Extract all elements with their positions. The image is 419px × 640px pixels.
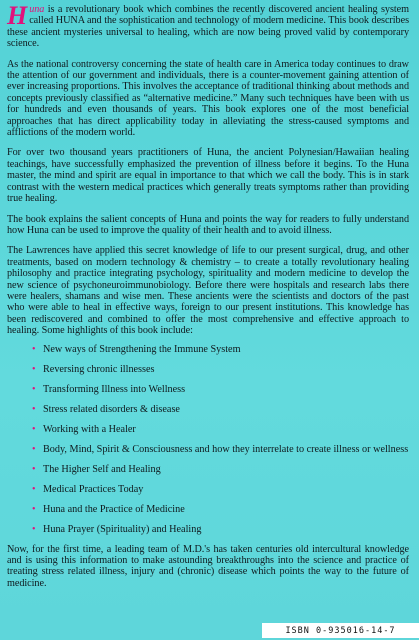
list-item: • Huna and the Practice of Medicine xyxy=(32,503,185,515)
list-item: • Body, Mind, Spirit & Consciousness and how they interrelate to create illness or wellness xyxy=(32,443,409,455)
highlights-list xyxy=(7,344,409,535)
bullet-icon: • xyxy=(32,423,36,435)
bullet-icon: • xyxy=(32,463,36,475)
bullet-icon: • xyxy=(32,403,36,415)
bullet-icon: • xyxy=(32,343,36,355)
bullet-icon: • xyxy=(32,363,36,375)
list-item: • Huna Prayer (Spirituality) and Healing xyxy=(32,523,202,535)
closing-paragraph: Now, for the first time, a leading team of M.D.'s has taken centuries old intercultural knowledge and is using this information to make astounding breakthroughs into the science and practice of treating stress related illness, injury and (chronic) disease which points the way to the future of medicine. xyxy=(7,543,409,589)
list-item: • New ways of Strengthening the Immune System xyxy=(32,343,241,355)
bullet-icon: • xyxy=(32,483,36,495)
intro-paragraph xyxy=(7,1,409,50)
bullet-icon: • xyxy=(32,443,36,455)
list-item: • Transforming Illness into Wellness xyxy=(32,383,186,395)
paragraph-health-care: As the national controversy concerning the state of health care in America today continues to draw the attention of our government and individuals, there is a counter-movement gaining attention of ever increasing proportions. This involves the acceptance of traditional thinking about methods and concepts previously classified as “alternative medicine.” Many such techniques have been with us for hundreds and even thousands of years. This book explores one of the most beneficial approaches that has direct applicability today in alleviating the stress-caused symptoms and afflictions of the modern world. xyxy=(7,58,409,139)
list-item: • Reversing chronic illnesses xyxy=(32,363,155,375)
bullet-icon: • xyxy=(32,523,36,535)
bullet-icon: • xyxy=(32,503,36,515)
huna-title-word: una xyxy=(29,4,45,15)
paragraph-book-explains: The book explains the salient concepts of Huna and points the way for readers to fully understand how Huna can be used to improve the quality of their health and to avoid illness. xyxy=(7,213,409,236)
bullet-icon: • xyxy=(32,383,36,395)
paragraph-huna-history: For over two thousand years practitioners of Huna, the ancient Polynesian/Hawaiian healing teachings, have successfully emphasized the prevention of illness before it begins. To the Huna master, the mind and spirit are equal in importance to that which we call the body. This is in stark contrast with the western medical practices which generally treats symptoms rather than providing true healing. xyxy=(7,147,409,205)
list-item: • Working with a Healer xyxy=(32,423,136,435)
intro-text: is a revolutionary book which combines the recently discovered ancient healing system called HUNA and the sophistication and technology of modern medicine. This book describes these ancient mysteries universal to healing, which are now being proved valid by contemporary science. xyxy=(7,4,409,50)
list-item: • The Higher Self and Healing xyxy=(32,463,161,475)
dropcap-letter: H xyxy=(7,1,28,30)
list-item: • Medical Practices Today xyxy=(32,483,144,495)
isbn-label: ISBN 0-935016-14-7 xyxy=(262,623,419,638)
list-item: • Stress related disorders & disease xyxy=(32,403,180,415)
paragraph-lawrences: The Lawrences have applied this secret knowledge of life to our present surgical, drug, and other treatments, based on modern technology & chemistry – to create a totally revolutionary healing philosophy and practice integrating psychology, spirituality and modern medicine to develop the new science of psychoneuroimmunobiology. Before there were hospitals and research labs there were healers, shamans and wise men. These ancients were the scientists and doctors of the past who were able to heal in effective ways, foreign to our present institutions. This knowledge has been rediscovered and combined to offer the most comprehensive and effective approach to healing. Some highlights of this book include: xyxy=(7,245,409,337)
